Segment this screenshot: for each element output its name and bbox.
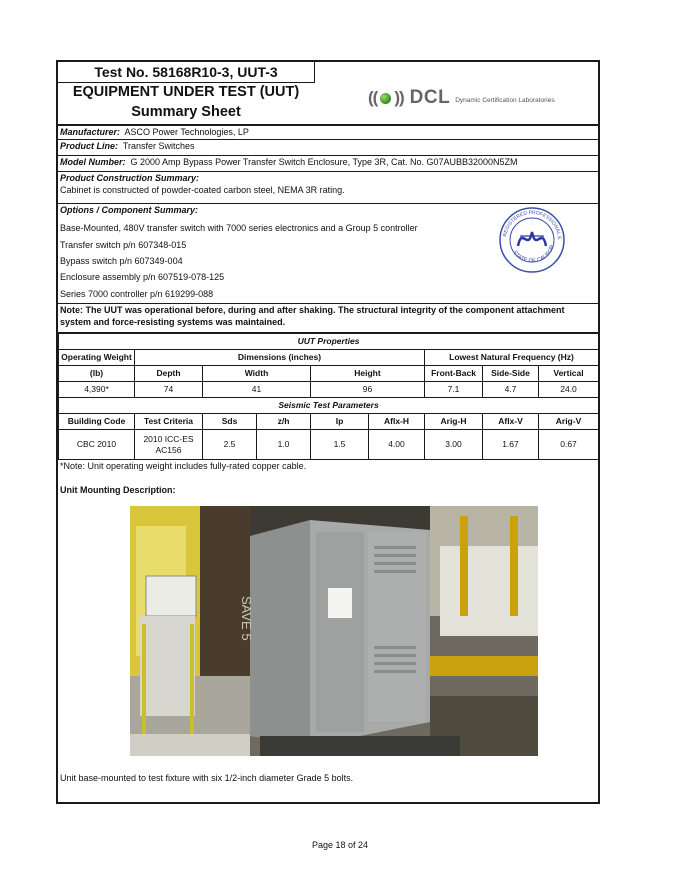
dcl-logo <box>368 86 555 110</box>
construction-row <box>58 171 598 203</box>
width-header: Width <box>203 366 311 382</box>
logo-parens-left: (( <box>368 88 378 107</box>
front-back-header: Front-Back <box>425 366 483 382</box>
uut-photo-illustration <box>130 506 538 756</box>
seismic-header: Ip <box>311 414 369 430</box>
side-side-value: 4.7 <box>483 382 539 398</box>
options-item: Bypass switch p/n 607349-004 <box>60 256 183 266</box>
seismic-header: Sds <box>203 414 257 430</box>
side-side-header: Side-Side <box>483 366 539 382</box>
summary-sheet <box>56 60 600 804</box>
manufacturer-row <box>58 124 598 139</box>
frequency-header: Lowest Natural Frequency (Hz) <box>425 350 599 366</box>
seismic-header: z/h <box>257 414 311 430</box>
seismic-value: 2.5 <box>203 430 257 460</box>
engineer-seal-stamp <box>498 206 566 274</box>
note-text: Note: The UUT was operational before, during and after shaking. The structural integrity of the component attachment system and force-resisting systems was maintained. <box>60 305 565 327</box>
logo-dot-icon <box>380 93 391 104</box>
product-line-row <box>58 139 598 155</box>
logo-subtext: Dynamic Certification Laboratories <box>455 97 555 104</box>
seismic-header: Building Code <box>59 414 135 430</box>
uut-properties-title: UUT Properties <box>59 333 599 350</box>
seismic-value: 1.5 <box>311 430 369 460</box>
model-value: G 2000 Amp Bypass Power Transfer Switch Enclosure, Type 3R, Cat. No. G07AUBB32000N5ZM <box>130 157 518 167</box>
weight-header: Operating Weight <box>59 350 135 366</box>
page-number: Page 18 of 24 <box>311 840 369 850</box>
construction-value: Cabinet is constructed of powder-coated carbon steel, NEMA 3R rating. <box>60 185 345 195</box>
page-title: EQUIPMENT UNDER TEST (UUT) <box>72 84 300 100</box>
depth-value: 74 <box>135 382 203 398</box>
options-item: Base-Mounted, 480V transfer switch with 7000 series electronics and a Group 5 controller <box>60 223 418 233</box>
seismic-value: 0.67 <box>539 430 599 460</box>
logo-text: DCL <box>409 87 451 108</box>
seismic-header: Arig-V <box>539 414 599 430</box>
dimensions-header: Dimensions (inches) <box>135 350 425 366</box>
footnote: *Note: Unit operating weight includes fully-rated copper cable. <box>60 461 307 471</box>
construction-label: Product Construction Summary: <box>60 173 200 183</box>
uut-photo <box>130 506 538 756</box>
page-subtitle: Summary Sheet <box>131 104 241 120</box>
options-item: Series 7000 controller p/n 619299-088 <box>60 289 214 299</box>
seal-top-text: REGISTERED PROFESSIONAL E <box>502 209 563 240</box>
model-label: Model Number: <box>60 157 126 167</box>
seismic-value: 3.00 <box>425 430 483 460</box>
model-row <box>58 155 598 171</box>
height-header: Height <box>311 366 425 382</box>
weight-unit-header: (lb) <box>59 366 135 382</box>
options-item: Transfer switch p/n 607348-015 <box>60 240 187 250</box>
uut-properties-table <box>58 332 599 460</box>
manufacturer-value: ASCO Power Technologies, LP <box>124 127 249 137</box>
weight-value: 4,390* <box>59 382 135 398</box>
width-value: 41 <box>203 382 311 398</box>
seal-bottom-text: STATE OF CALIFOR <box>511 244 557 265</box>
seismic-title: Seismic Test Parameters <box>59 398 599 414</box>
vertical-value: 24.0 <box>539 382 599 398</box>
header <box>58 62 598 126</box>
test-number: Test No. 58168R10-3, UUT-3 <box>58 62 315 83</box>
seismic-value: 1.67 <box>483 430 539 460</box>
options-item: Enclosure assembly p/n 607519-078-125 <box>60 272 225 282</box>
logo-parens-right: )) <box>394 88 404 107</box>
seismic-value: 1.0 <box>257 430 311 460</box>
seismic-header: Arig-H <box>425 414 483 430</box>
vertical-header: Vertical <box>539 366 599 382</box>
options-label: Options / Component Summary: <box>60 205 199 215</box>
seismic-value: 4.00 <box>369 430 425 460</box>
note-row <box>58 303 598 332</box>
seismic-value: CBC 2010 <box>59 430 135 460</box>
product-line-label: Product Line: <box>60 141 118 151</box>
mounting-description: Unit base-mounted to test fixture with six 1/2-inch diameter Grade 5 bolts. <box>60 773 354 783</box>
mounting-label: Unit Mounting Description: <box>60 485 176 495</box>
height-value: 96 <box>311 382 425 398</box>
seismic-header: Aflx-V <box>483 414 539 430</box>
seismic-header: Test Criteria <box>135 414 203 430</box>
front-back-value: 7.1 <box>425 382 483 398</box>
seismic-value: 2010 ICC-ES AC156 <box>135 430 203 460</box>
seismic-header: Aflx-H <box>369 414 425 430</box>
manufacturer-label: Manufacturer: <box>60 127 121 137</box>
photo-save-label: SAVE 5 <box>239 596 254 641</box>
depth-header: Depth <box>135 366 203 382</box>
product-line-value: Transfer Switches <box>122 141 195 151</box>
